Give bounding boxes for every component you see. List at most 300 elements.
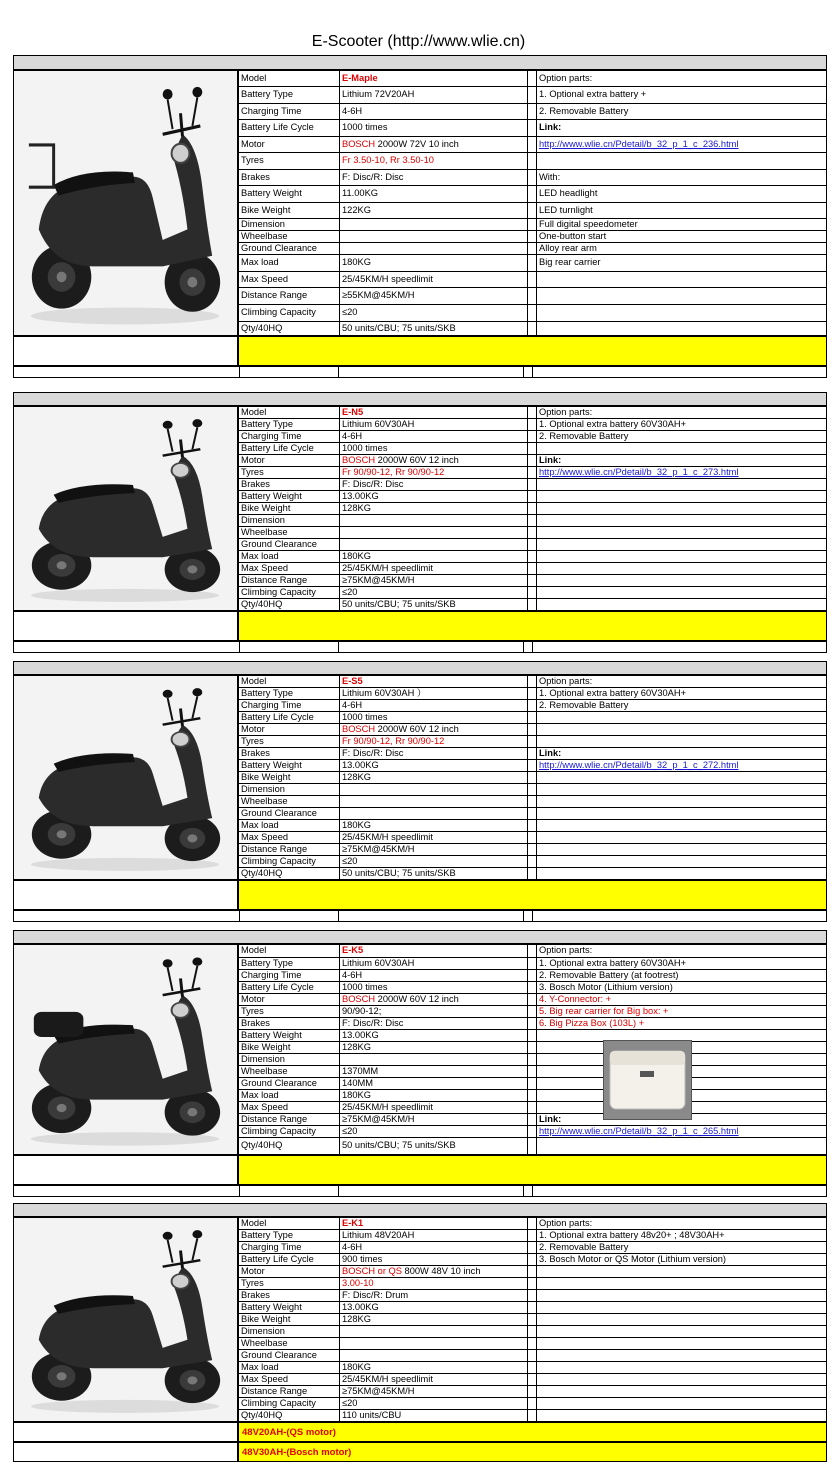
option-cell xyxy=(537,137,827,153)
spec-value xyxy=(340,255,528,272)
spec-row xyxy=(239,255,827,272)
spec-text: 13.00KG xyxy=(342,490,379,501)
spacer-cell xyxy=(528,1126,537,1138)
spec-row xyxy=(239,1066,827,1078)
spec-row xyxy=(239,71,827,87)
spacer-cell xyxy=(528,1338,537,1350)
spec-text: F: Disc/R: Drum xyxy=(342,1289,409,1300)
spec-value xyxy=(340,945,528,958)
spec-label: Max Speed xyxy=(239,1374,340,1386)
spec-value xyxy=(340,419,528,431)
row-divider xyxy=(239,1186,240,1196)
option-text: Link: xyxy=(539,454,562,465)
spec-text: 3.00-10 xyxy=(342,1277,374,1288)
spec-text: 180KG xyxy=(342,1089,371,1100)
spacer-cell xyxy=(528,272,537,288)
spec-row xyxy=(239,527,827,539)
spacer-cell xyxy=(528,868,537,880)
spec-value xyxy=(340,760,528,772)
spec-row xyxy=(239,1350,827,1362)
option-text: 1. Optional extra battery 48v20+ ; 48V30AH+ xyxy=(539,1229,725,1240)
battery-note: 48V20AH-(QS motor) xyxy=(238,1422,827,1442)
spec-label: Battery Weight xyxy=(239,760,340,772)
spacer-cell xyxy=(528,71,537,87)
spacer-cell xyxy=(528,1278,537,1290)
spec-label: Brakes xyxy=(239,170,340,186)
spacer-cell xyxy=(528,186,537,203)
option-text: Option parts: xyxy=(539,406,593,417)
spacer-cell xyxy=(528,994,537,1006)
spec-row xyxy=(239,419,827,431)
option-cell xyxy=(537,748,827,760)
option-cell xyxy=(537,503,827,515)
spec-label: Battery Life Cycle xyxy=(239,982,340,994)
motor-brand: BOSCH xyxy=(342,723,376,734)
spacer-cell xyxy=(528,491,537,503)
row-divider xyxy=(338,911,339,921)
spec-label: Climbing Capacity xyxy=(239,1126,340,1138)
spacer-cell xyxy=(528,1254,537,1266)
spec-text: Lithium 72V20AH xyxy=(342,89,415,100)
spec-value xyxy=(340,599,528,611)
spec-row xyxy=(239,272,827,288)
spec-value xyxy=(340,153,528,170)
option-text: LED headlight xyxy=(539,188,598,199)
option-text: Option parts: xyxy=(539,945,593,956)
spec-text: F: Disc/R: Disc xyxy=(342,478,404,489)
spec-text: ≥55KM@45KM/H xyxy=(342,290,415,301)
spacer-cell xyxy=(528,1114,537,1126)
spec-value xyxy=(340,688,528,700)
spec-text: 50 units/CBU; 75 units/SKB xyxy=(342,1140,456,1151)
spacer-cell xyxy=(528,1102,537,1114)
spacer-cell xyxy=(528,1326,537,1338)
option-cell xyxy=(537,153,827,170)
spec-value xyxy=(340,1030,528,1042)
spec-value xyxy=(340,219,528,231)
spec-row xyxy=(239,104,827,120)
spacer-cell xyxy=(528,87,537,104)
battery-note: 48V30AH-(Bosch motor) xyxy=(238,1442,827,1462)
highlight-row xyxy=(238,336,827,366)
spec-row xyxy=(239,994,827,1006)
model-name: E-K1 xyxy=(342,1217,364,1228)
spec-label: Battery Weight xyxy=(239,491,340,503)
spec-label: Charging Time xyxy=(239,104,340,120)
product-link[interactable]: http://www.wlie.cn/Pdetail/b_32_p_1_c_273.html xyxy=(539,466,739,477)
spacer-cell xyxy=(528,203,537,219)
option-cell xyxy=(537,219,827,231)
option-cell xyxy=(537,1350,827,1362)
spec-row xyxy=(239,1042,827,1054)
spec-label: Charging Time xyxy=(239,700,340,712)
section-separator xyxy=(13,661,827,675)
spec-value xyxy=(340,170,528,186)
spacer-cell xyxy=(528,1018,537,1030)
spec-label: Dimension xyxy=(239,1326,340,1338)
spec-label: Tyres xyxy=(239,736,340,748)
option-cell xyxy=(537,1314,827,1326)
spec-label: Battery Type xyxy=(239,688,340,700)
option-cell xyxy=(537,419,827,431)
option-cell xyxy=(537,587,827,599)
spec-text: 110 units/CBU xyxy=(342,1409,402,1420)
spec-row xyxy=(239,1242,827,1254)
spacer-cell xyxy=(528,724,537,736)
spec-label: Distance Range xyxy=(239,844,340,856)
option-cell xyxy=(537,1326,827,1338)
option-cell xyxy=(537,599,827,611)
spec-text: 50 units/CBU; 75 units/SKB xyxy=(342,598,456,609)
spec-label: Qty/40HQ xyxy=(239,599,340,611)
row-divider xyxy=(532,1186,533,1196)
spec-text: 4-6H xyxy=(342,1241,363,1252)
row-divider xyxy=(523,1186,524,1196)
spec-table xyxy=(238,70,827,336)
spacer-cell xyxy=(528,104,537,120)
spec-row xyxy=(239,1138,827,1155)
spec-text: 4-6H xyxy=(342,699,363,710)
spec-text: 128KG xyxy=(342,771,371,782)
spec-label: Max load xyxy=(239,820,340,832)
spec-label: Battery Weight xyxy=(239,186,340,203)
option-cell xyxy=(537,71,827,87)
spec-label: Battery Type xyxy=(239,87,340,104)
spec-text: 13.00KG xyxy=(342,1301,379,1312)
spec-text: 180KG xyxy=(342,550,371,561)
spec-row xyxy=(239,575,827,587)
row-divider xyxy=(523,911,524,921)
spec-row xyxy=(239,982,827,994)
spec-label: Ground Clearance xyxy=(239,1078,340,1090)
spacer-cell xyxy=(528,1054,537,1066)
spec-value xyxy=(340,288,528,305)
spacer-cell xyxy=(528,1078,537,1090)
motor-brand: BOSCH xyxy=(342,993,376,1004)
highlight-row xyxy=(238,880,827,910)
spec-value xyxy=(340,1314,528,1326)
section-separator xyxy=(13,55,827,70)
spec-label: Bike Weight xyxy=(239,1042,340,1054)
spec-text: 50 units/CBU; 75 units/SKB xyxy=(342,322,456,333)
spacer-cell xyxy=(528,958,537,970)
spec-value xyxy=(340,479,528,491)
blank-cell xyxy=(13,1442,238,1462)
option-cell xyxy=(537,982,827,994)
spec-label: Battery Type xyxy=(239,958,340,970)
spec-value xyxy=(340,1054,528,1066)
option-cell xyxy=(537,784,827,796)
option-cell xyxy=(537,203,827,219)
option-cell xyxy=(537,170,827,186)
spec-value xyxy=(340,772,528,784)
spec-text: 11.00KG xyxy=(342,188,379,199)
spec-row xyxy=(239,503,827,515)
option-cell xyxy=(537,820,827,832)
spec-value xyxy=(340,1374,528,1386)
motor-spec: 2000W 60V 12 inch xyxy=(375,454,459,465)
spacer-cell xyxy=(528,772,537,784)
option-cell xyxy=(537,272,827,288)
spec-label: Max load xyxy=(239,255,340,272)
spec-text: ≤20 xyxy=(342,307,358,318)
spacer-cell xyxy=(528,1090,537,1102)
spec-value xyxy=(340,868,528,880)
spec-value xyxy=(340,104,528,120)
spec-label: Max Speed xyxy=(239,1102,340,1114)
spec-label: Battery Weight xyxy=(239,1030,340,1042)
spec-label: Qty/40HQ xyxy=(239,1410,340,1422)
spec-value xyxy=(340,820,528,832)
option-cell xyxy=(537,1302,827,1314)
option-cell xyxy=(537,1126,827,1138)
spec-label: Wheelbase xyxy=(239,231,340,243)
spacer-cell xyxy=(528,796,537,808)
spacer-cell xyxy=(528,431,537,443)
option-cell xyxy=(537,1018,827,1030)
option-cell xyxy=(537,575,827,587)
spacer-cell xyxy=(528,305,537,322)
option-text: 2. Removable Battery (at footrest) xyxy=(539,969,679,980)
spec-text: 25/45KM/H speedlimit xyxy=(342,831,433,842)
spec-value xyxy=(340,1326,528,1338)
spec-value xyxy=(340,856,528,868)
option-cell xyxy=(537,186,827,203)
spec-row xyxy=(239,724,827,736)
spacer-cell xyxy=(528,1030,537,1042)
spec-label: Charging Time xyxy=(239,1242,340,1254)
spec-table xyxy=(238,1217,827,1422)
section-separator xyxy=(13,392,827,406)
spec-row xyxy=(239,1374,827,1386)
option-cell xyxy=(537,1266,827,1278)
spacer-cell xyxy=(528,527,537,539)
spec-label: Wheelbase xyxy=(239,1066,340,1078)
spec-value xyxy=(340,431,528,443)
spec-text: 50 units/CBU; 75 units/SKB xyxy=(342,867,456,878)
motor-spec: 2000W 60V 12 inch xyxy=(375,993,459,1004)
option-cell xyxy=(537,856,827,868)
spec-row xyxy=(239,1326,827,1338)
spec-row xyxy=(239,1314,827,1326)
spec-label: Motor xyxy=(239,1266,340,1278)
spec-row xyxy=(239,479,827,491)
option-cell xyxy=(537,243,827,255)
spec-row xyxy=(239,712,827,724)
spec-label: Model xyxy=(239,71,340,87)
spec-row xyxy=(239,87,827,104)
option-text: Big rear carrier xyxy=(539,257,601,268)
product-link[interactable]: http://www.wlie.cn/Pdetail/b_32_p_1_c_265.html xyxy=(539,1125,739,1136)
spec-row xyxy=(239,1362,827,1374)
spec-row xyxy=(239,120,827,137)
option-cell xyxy=(537,1374,827,1386)
option-text: 2. Removable Battery xyxy=(539,1241,629,1252)
spec-value xyxy=(340,1042,528,1054)
spec-row xyxy=(239,1218,827,1230)
spec-row xyxy=(239,1302,827,1314)
spec-text: 128KG xyxy=(342,502,371,513)
spec-row xyxy=(239,784,827,796)
spec-text: ≥75KM@45KM/H xyxy=(342,574,415,585)
spacer-cell xyxy=(528,844,537,856)
row-divider xyxy=(532,642,533,652)
spacer-cell xyxy=(528,760,537,772)
spec-label: Qty/40HQ xyxy=(239,1138,340,1155)
spec-row xyxy=(239,1386,827,1398)
spacer-cell xyxy=(528,945,537,958)
spec-label: Max load xyxy=(239,1090,340,1102)
spec-text: 1000 times xyxy=(342,442,388,453)
spacer-cell xyxy=(528,467,537,479)
spec-value xyxy=(340,676,528,688)
option-cell xyxy=(537,970,827,982)
spacer-cell xyxy=(528,120,537,137)
row-divider xyxy=(532,911,533,921)
spacer-cell xyxy=(528,808,537,820)
option-text: 1. Optional extra battery + xyxy=(539,89,647,100)
blank-cell xyxy=(13,1155,238,1185)
option-cell xyxy=(537,1278,827,1290)
spacer-cell xyxy=(528,231,537,243)
spec-value xyxy=(340,784,528,796)
spacer-cell xyxy=(528,599,537,611)
spec-value xyxy=(340,1218,528,1230)
option-cell xyxy=(537,551,827,563)
option-cell xyxy=(537,1338,827,1350)
spec-row xyxy=(239,153,827,170)
option-cell xyxy=(537,479,827,491)
option-text: 3. Bosch Motor or QS Motor (Lithium version) xyxy=(539,1253,727,1264)
spacer-cell xyxy=(528,419,537,431)
spec-label: Tyres xyxy=(239,1006,340,1018)
spec-row xyxy=(239,563,827,575)
spec-row xyxy=(239,868,827,880)
spec-value xyxy=(340,1302,528,1314)
spacer-cell xyxy=(528,970,537,982)
option-text: With: xyxy=(539,171,561,182)
spec-label: Wheelbase xyxy=(239,796,340,808)
spec-value xyxy=(340,137,528,153)
spec-label: Charging Time xyxy=(239,431,340,443)
spec-row xyxy=(239,820,827,832)
spec-row xyxy=(239,1078,827,1090)
spacer-cell xyxy=(528,832,537,844)
option-text: Link: xyxy=(539,122,562,133)
scooter-photo xyxy=(13,406,238,611)
blank-cell xyxy=(13,1422,238,1442)
spec-value xyxy=(340,1066,528,1078)
spacer-cell xyxy=(528,563,537,575)
spec-row xyxy=(239,551,827,563)
option-cell xyxy=(537,255,827,272)
spec-text: 4-6H xyxy=(342,105,363,116)
spacer-cell xyxy=(528,219,537,231)
spec-value xyxy=(340,575,528,587)
option-cell xyxy=(537,945,827,958)
spec-text: 180KG xyxy=(342,819,371,830)
spec-value xyxy=(340,712,528,724)
spec-label: Motor xyxy=(239,994,340,1006)
spec-row xyxy=(239,1230,827,1242)
spacer-cell xyxy=(528,137,537,153)
spec-value xyxy=(340,491,528,503)
spec-label: Max load xyxy=(239,1362,340,1374)
spacer-cell xyxy=(528,1350,537,1362)
highlight-row xyxy=(238,1155,827,1185)
option-cell xyxy=(537,120,827,137)
model-name: E-Maple xyxy=(342,72,378,83)
spec-label: Dimension xyxy=(239,219,340,231)
spacer-cell xyxy=(528,1066,537,1078)
spec-label: Distance Range xyxy=(239,575,340,587)
spec-value xyxy=(340,243,528,255)
spec-text: 128KG xyxy=(342,1041,371,1052)
product-link[interactable]: http://www.wlie.cn/Pdetail/b_32_p_1_c_272.html xyxy=(539,759,739,770)
spec-text: 128KG xyxy=(342,1313,371,1324)
spec-value xyxy=(340,443,528,455)
spec-value xyxy=(340,994,528,1006)
spec-text: 140MM xyxy=(342,1077,374,1088)
option-cell xyxy=(537,1362,827,1374)
spec-value xyxy=(340,1338,528,1350)
spec-label: Climbing Capacity xyxy=(239,305,340,322)
spec-row xyxy=(239,1018,827,1030)
spec-text: ≤20 xyxy=(342,855,358,866)
option-cell xyxy=(537,760,827,772)
row-divider xyxy=(532,367,533,377)
option-text: 1. Optional extra battery 60V30AH+ xyxy=(539,687,687,698)
spec-row xyxy=(239,186,827,203)
scooter-photo xyxy=(13,944,238,1155)
spec-value xyxy=(340,1350,528,1362)
option-cell xyxy=(537,724,827,736)
option-text: 5. Big rear carrier for Big box: + xyxy=(539,1005,669,1016)
spec-row xyxy=(239,844,827,856)
spacer-cell xyxy=(528,1230,537,1242)
spacer-cell xyxy=(528,322,537,336)
spec-text: Fr 90/90-12, Rr 90/90-12 xyxy=(342,735,445,746)
spec-value xyxy=(340,796,528,808)
spec-value xyxy=(340,186,528,203)
spec-value xyxy=(340,1102,528,1114)
spec-row xyxy=(239,491,827,503)
spec-row xyxy=(239,1054,827,1066)
spacer-cell xyxy=(528,1242,537,1254)
spec-label: Climbing Capacity xyxy=(239,1398,340,1410)
option-cell xyxy=(537,688,827,700)
motor-brand: BOSCH or QS xyxy=(342,1265,402,1276)
spec-label: Bike Weight xyxy=(239,1314,340,1326)
spec-text: ≤20 xyxy=(342,1397,358,1408)
spec-value xyxy=(340,1078,528,1090)
spacer-cell xyxy=(528,255,537,272)
spacer-cell xyxy=(528,443,537,455)
spec-value xyxy=(340,748,528,760)
spec-text: 90/90-12; xyxy=(342,1005,382,1016)
spec-row xyxy=(239,170,827,186)
spacer-cell xyxy=(528,1138,537,1155)
spec-row xyxy=(239,808,827,820)
spacer-cell xyxy=(528,575,537,587)
option-cell xyxy=(537,844,827,856)
spec-value xyxy=(340,1386,528,1398)
spec-label: Model xyxy=(239,407,340,419)
product-link[interactable]: http://www.wlie.cn/Pdetail/b_32_p_1_c_236.html xyxy=(539,138,739,149)
spacer-cell xyxy=(528,407,537,419)
row-divider xyxy=(338,642,339,652)
option-text: 2. Removable Battery xyxy=(539,105,629,116)
